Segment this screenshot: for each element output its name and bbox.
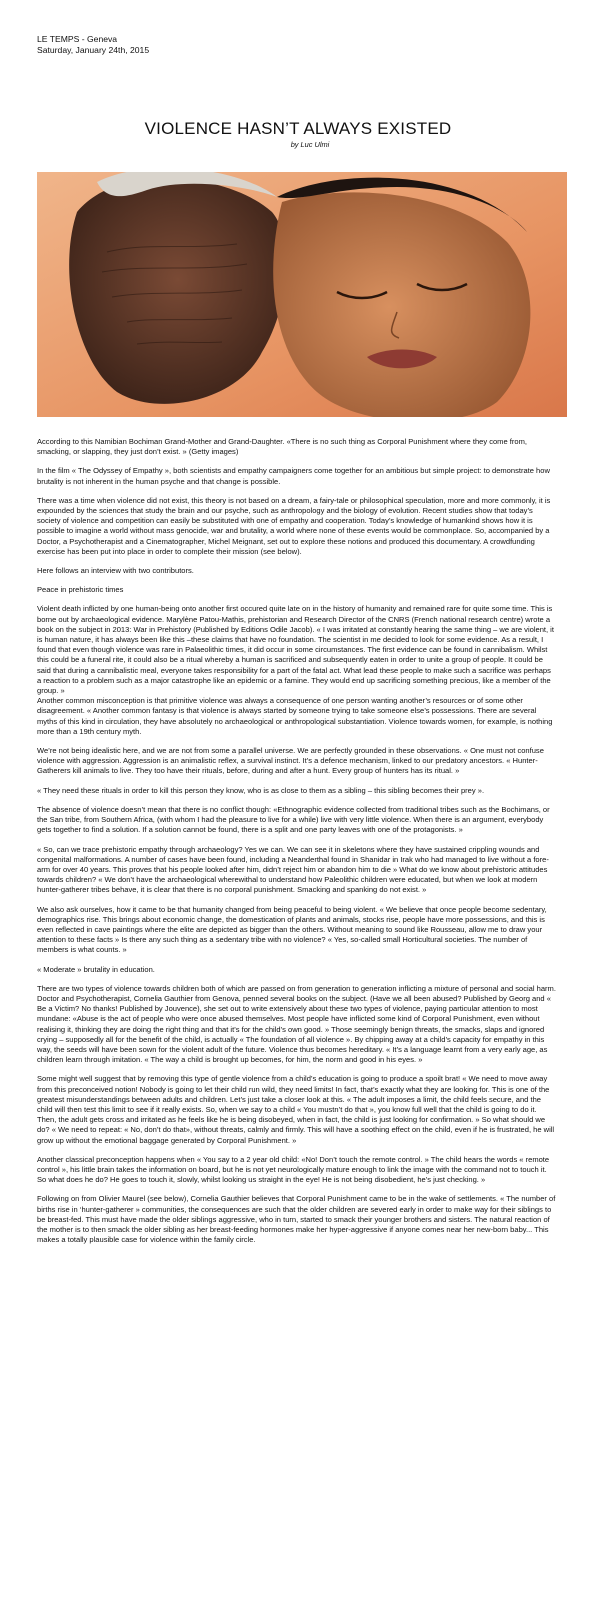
newspaper-name: LE TEMPS - Geneva — [37, 34, 118, 44]
article-paragraph: In the film « The Odyssey of Empathy », both scientists and empathy campaigners come together for an ambitious but simple project: to demonstrate how brutality is not inherent in the human psyche and that change is possible. — [37, 466, 550, 486]
article-paragraph: « So, can we trace prehistoric empathy through archaeology? Yes we can. We can see it in skeletons where they have sustained crippling wounds and congenital malformations. A number of cases have been found, including a Neanderthal found in Shanidar in Irak who had managed to live without a fore-arm for over 40 years. This proves that his people looked after him, didn’t reject him or abandon him to die » What do we know about prehistoric attitudes towards children? « We don’t have the archaeological wherewithal to understand how Paleolithic children were educated, but when we look at modern hunter-gatherer tribes behave, it is clear that there is no corporal punishment. Smacking and spanking do not exist. » — [37, 844, 549, 895]
article-paragraph: There was a time when violence did not exist, this theory is not based on a dream, a fairy-tale or philosophical speculation, more and more commonly, it is expounded by the sciences that study the brain and our psyche, such as anthropology and the biology of evolution. Recent studies show that today’s society of violence and competition can easily be substituted with one of empathy and cooperation. Today’s knowledge of humankind shows how it is possible to imagine a world without mass genocide, war and brutality, a world where none of these events would be commonplace. So, accompanied by a Doctor, a Psychotherapist and a Cinematographer, Michel Meignant, set out to explore these notions and produced this documentary. A crowdfunding exercise has been put into place in order to complete their mission (see below). — [37, 495, 551, 556]
byline: by Luc Ulmi — [290, 140, 330, 149]
article-paragraph: Here follows an interview with two contributors. — [37, 566, 194, 576]
portrait-photo — [37, 172, 567, 417]
article-paragraph: There are two types of violence towards children both of which are passed on from generation to generation inflicting a mixture of personal and social harm. Doctor and Psychotherapist, Cornelia Gauthier from Genova, penned several books on the subject. (Have we all been abused? Published by Georg and « Be a Victim? No thanks! Published by Jouvence), she set out to write extensively about these two types of violence, paying particular attention to most mundane: «Abuse is the act of people who were once abused themselves. Most people have inflicted some kind of Corporal Punishment, even without realising it, thinking they are doing the right thing and that it’s for the child’s own good. » Those seemingly benign threats, the smacks, slaps and ignored crying – supposedly all for the benefit of the child, is actually « The foundation of all violence ». By chipping away at a child’s capacity for empathy in this way, the seeds will have been sown for the violent adult of the future. Violence thus becomes hereditary. « It’s a language learnt from a very early age, as children learn through imitation. « The way a child is brought up becomes, for him, the norm and good in his eyes. » — [37, 983, 556, 1065]
article-paragraph: Another classical preconception happens when « You say to a 2 year old child: «No! Don’t touch the remote control. » The child hears the words « remote control », his little brain takes the information on board, but he is not yet neurologically mature enough to link the image with the command not to touch it. So what does he do? He goes to touch it, slowly, whilst looking us straight in the eye! He is not being disobedient, he’s just checking. » — [37, 1154, 550, 1185]
headline: VIOLENCE HASN’T ALWAYS EXISTED — [144, 119, 452, 138]
article-paragraph: Some might well suggest that by removing this type of gentle violence from a child’s education is going to produce a spoilt brat! « We need to move away from this preconceived notion! Nobody is going to let their child run wild, they need limits! In fact, that’s exactly what they are looking for. This is one of the greatest misunderstandings between adults and children. Let’s just take a closer look at this. « The adult imposes a limit, the child feels secure, and the child will then test this limit to see if it really exists. So, when we say to a child « You mustn’t do that », you know full well that the child is going to do it. Then, the adult gets cross and irritated as he feels like he is being disobeyed, when in fact, the child is just looking for confirmation. » So what should we do? « We need to repeat: « No, don’t do that», without threats, calmly and firmly. This will have a soothing effect on the child, even if he is frustrated, he will grow up without the emotional baggage generated by Corporal Punishment. » — [37, 1074, 555, 1145]
section-heading: Peace in prehistoric times — [37, 585, 124, 595]
article-paragraph: The absence of violence doesn’t mean that there is no conflict though: «Ethnographic evidence collected from traditional tribes such as the Bochimans, or the San tribe, from Southern Africa, (with whom I had the pleasure to live for a while) live with very little violence. When there is an argument, everybody gets together to find a solution. If a solution cannot be found, there is a split and one party leaves with one of the protagonists. » — [37, 804, 550, 835]
publication-date: Saturday, January 24th, 2015 — [37, 45, 150, 55]
article-paragraph: Another common misconception is that primitive violence was always a consequence of one person wanting another’s resources or of some other disagreement. « Another common fantasy is that violence is always started by someone trying to take someone else’s possessions. There are several myths of this kind in circulation, they have absolutely no archaeological or anthropological substantiation. Violence towards women, for example, is nothing more than a 19th century myth. — [37, 696, 553, 736]
article-paragraph: « They need these rituals in order to kill this person they know, who is as close to them as a sibling – this sibling becomes their prey ». — [37, 785, 485, 795]
article-paragraph: We’re not being idealistic here, and we are not from some a parallel universe. We are perfectly grounded in these observations. « One must not confuse violence with aggression. Aggression is an animalistic reflex, a survival instinct. It’s a defence mechanism, linked to our predatory ancestors. « Hunter-Gatherers kill animals to live. They too have their rituals, before, during and after a hunt. Every group of hunters has its ritual. » — [37, 746, 544, 776]
masthead — [37, 34, 149, 56]
section-heading: « Moderate » brutality in education. — [37, 964, 155, 974]
article-body — [37, 437, 557, 1254]
article-paragraph: Violent death inflicted by one human-being onto another first occured quite late on in the history of humanity and remained rare for quite some time. This is borne out by archaeological evidence. Marylène Patou-Mathis, prehistorian and Research Director of the CNRS (French national research centre) wrote a book on the subject in 2013: War in Prehistory (Published by Editions Odile Jacob). « I was irritated at constantly hearing the same thing – we are violent, it is human nature, it has always been like this –these claims that have no foundation. The scientist in me decided to look for some evidence. As a result, I found that even though violence was rare in Palaeolithic times, it did occur in some circumstances. The first evidence can be found in cannibalism. Whilst this could be a funeral rite, it could also be a ritual whereby a human is sacrificed and subsequently eaten in order to unite a group of people. It could be said that during a cannibalistic meal, everyone takes responsibility for a part of the fatal act. What lead these people to make such a sacrifice was perhaps a reaction to a problem such as a major catastrophe like an epidemic or a famine. They would end up sacrificing something precious, like a member of the group. » — [37, 604, 554, 696]
article-paragraph: Following on from Olivier Maurel (see below), Cornelia Gauthier believes that Corporal Punishment came to be in the wake of settlements. « The number of births rise in ‘hunter-gatherer » communities, the consequences are such that the older children are severed early in order to make way for their siblings to be breast-fed. This must have made the older siblings aggressive, who in turn, started to smack their younger brothers and sisters. The natural reaction of the mother is to then smack the older sibling as her breast-feeding hormones make her hyper-aggressive if anyone comes near her new-born baby... This makes a totally plausible case for violence within the family circle. — [37, 1194, 556, 1245]
article-paragraph: We also ask ourselves, how it came to be that humanity changed from being peaceful to being violent. « We believe that once people become sedentary, demographics rise. This brings about economic change, the domestication of plants and animals, stocks rise, people have more possessions, and this is even reflected in cave paintings where the elite are depicted as bigger than the others. Without meaning to sound like Rousseau, allow me to draw your attention to these facts » Is there any such thing as a sedentary tribe with no violence? « Yes, so-called small Horticultural societies. The number of members is what counts. » — [37, 904, 547, 955]
photo-caption: According to this Namibian Bochiman Grand-Mother and Grand-Daughter. «There is no such thing as Corporal Punishment where they come from, smacking, or slapping, they just don’t exist. » (Getty images) — [37, 437, 527, 457]
